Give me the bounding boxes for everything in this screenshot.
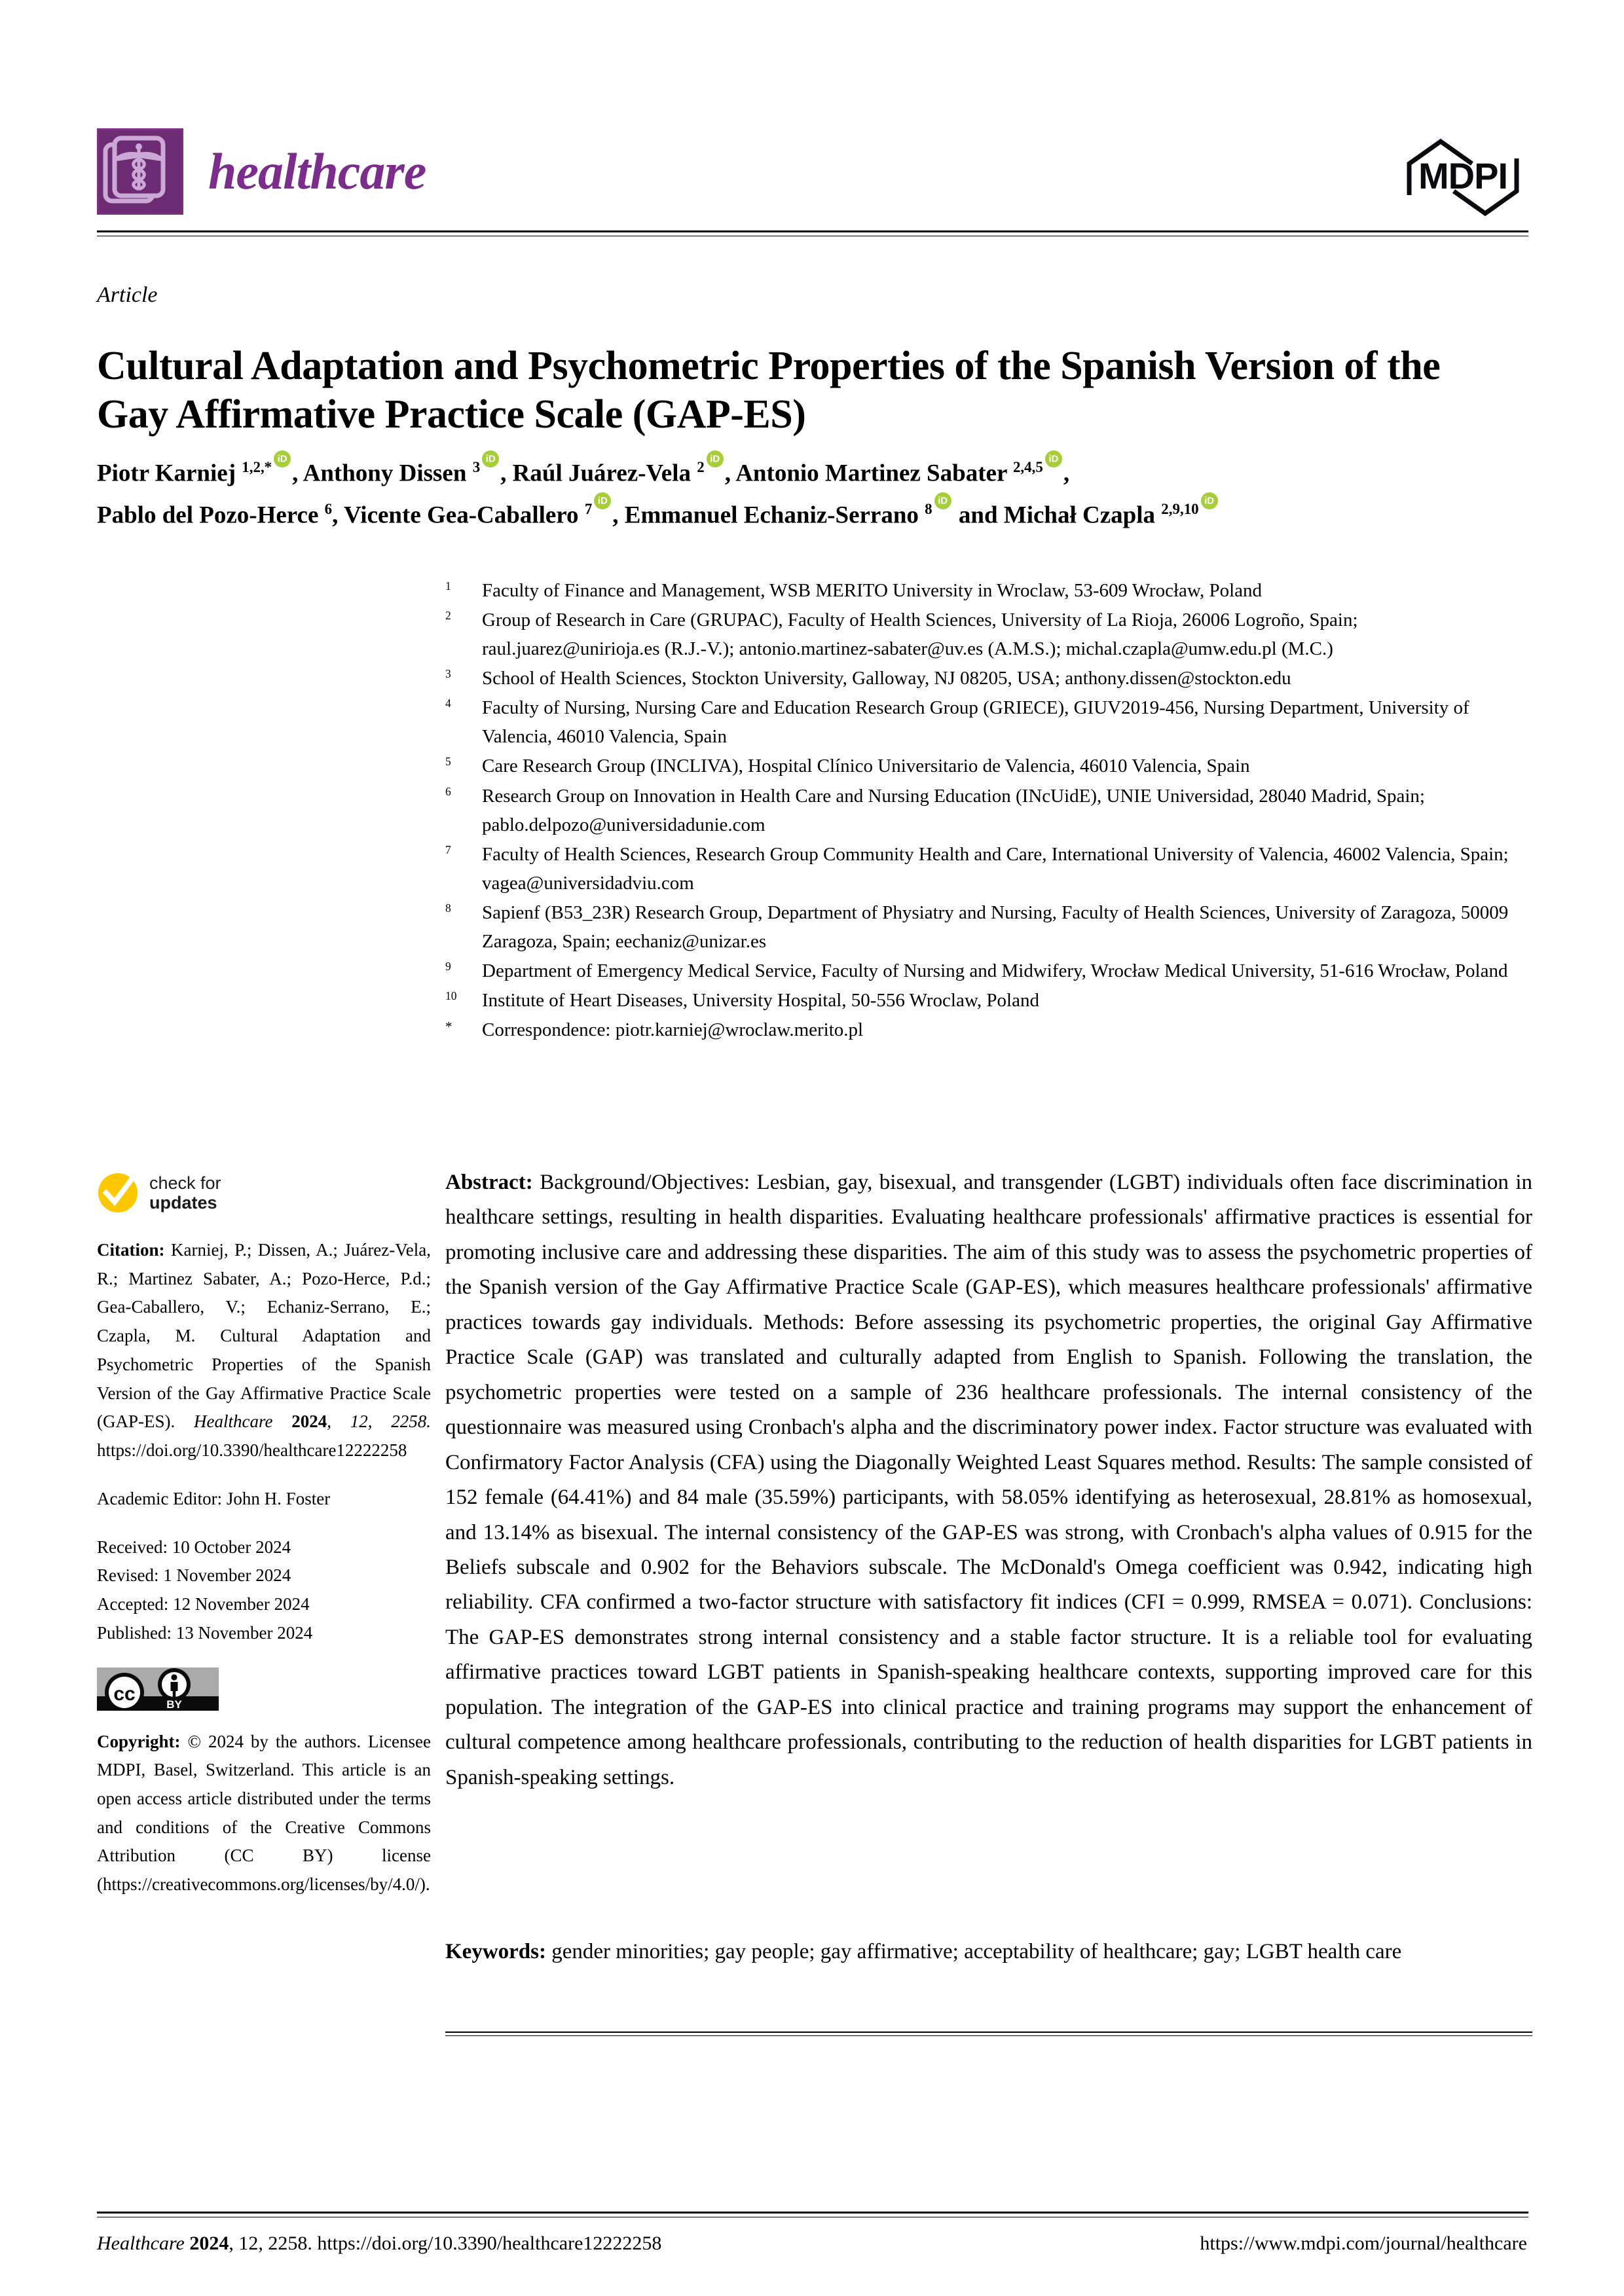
footer-citation (97, 2232, 661, 2255)
copyright-block (97, 1728, 431, 1899)
author-affiliation-marker: 3 (472, 459, 481, 476)
check-for-updates-text (149, 1173, 221, 1212)
affiliation-marker: 4 (445, 697, 451, 710)
citation-year: 2024 (272, 1412, 327, 1432)
affiliation-marker: 10 (445, 989, 457, 1003)
author-name: Raúl Juárez-Vela (512, 460, 697, 487)
affiliation-marker: 2 (445, 609, 451, 623)
orcid-icon[interactable] (1201, 492, 1218, 509)
affiliation-item (445, 752, 1532, 780)
orcid-icon[interactable] (482, 450, 499, 467)
abstract-label: Abstract: (445, 1171, 533, 1194)
affiliation-marker: 9 (445, 960, 451, 974)
keywords-section (445, 1935, 1532, 1969)
affiliation-text: Faculty of Nursing, Nursing Care and Education Research Group (GRIECE), GIUV2019-456, Nursing Department, University of Valencia, 46010 Valencia, Spain (482, 697, 1469, 748)
header-divider (97, 230, 1528, 236)
academic-editor: Academic Editor: John H. Foster (97, 1488, 331, 1508)
affiliation-text: Department of Emergency Medical Service, Faculty of Nursing and Midwifery, Wrocław Medical University, 51-616 Wrocław, Poland (482, 960, 1508, 982)
author-name: Pablo del Pozo-Herce (97, 501, 325, 529)
copyright-text: © 2024 by the authors. Licensee MDPI, Basel, Switzerland. This article is an open access article distributed under the terms and conditions of the Creative Commons Attribution (CC BY) license (https://creativecommons.org/licenses/by/4.0/). (97, 1731, 431, 1895)
cfu-line-2: updates (149, 1193, 217, 1212)
affiliation-marker: 6 (445, 784, 451, 798)
author-name: Antonio Martinez Sabater (735, 460, 1013, 487)
author-affiliation-marker: 1,2,* (242, 459, 272, 476)
citation-block (97, 1236, 431, 1465)
author-list (97, 450, 1505, 534)
citation-label: Citation: (97, 1240, 165, 1260)
cc-by-license-icon[interactable] (97, 1667, 219, 1711)
author-affiliation-marker: 6 (324, 500, 333, 517)
affiliation-text: Group of Research in Care (GRUPAC), Faculty of Health Sciences, University of La Rioja, 26006 Logroño, Spain; raul.juarez@unirioja.es (R.J.-V.); antonio.martinez-sabater@uv.es (A.M.S.); michal.czapla@umw.edu.pl (M.C.) (482, 610, 1358, 660)
citation-journal: Healthcare (194, 1412, 273, 1432)
page-title: Cultural Adaptation and Psychometric Properties of the Spanish Version of the Gay Affirmative Practice Scale (GAP-ES) (97, 343, 1441, 437)
author-affiliation-marker: 7 (584, 500, 593, 517)
author-affiliation-marker: 8 (925, 500, 932, 517)
mdpi-logo (1397, 132, 1528, 221)
affiliation-item (445, 840, 1532, 898)
published-date: Published: 13 November 2024 (97, 1622, 313, 1643)
affiliation-item (445, 986, 1532, 1015)
orcid-icon[interactable] (594, 492, 611, 509)
orcid-icon[interactable] (274, 450, 291, 467)
affiliation-item (445, 957, 1532, 985)
affiliation-text: Sapienf (B53_23R) Research Group, Department of Physiatry and Nursing, Faculty of Health Sciences, University of Zaragoza, 50009 Zaragoza, Spain; eechaniz@unizar.es (482, 902, 1509, 952)
footer-divider (97, 2212, 1528, 2217)
abstract-text: Background/Objectives: Lesbian, gay, bisexual, and transgender (LGBT) individuals often face discrimination in healthcare settings, resulting in health disparities. Evaluating healthcare professionals' affirmative practices is essential for promoting inclusive care and addressing these disparities. The aim of this study was to assess the psychometric properties of the Spanish version of the Gay Affirmative Practice Scale (GAP-ES), which measures healthcare professionals' affirmative practices towards gay individuals. Methods: Before assessing its psychometric properties, the original Gay Affirmative Practice Scale (GAP) was translated and culturally adapted from English to Spanish. Following the translation, the psychometric properties were tested on a sample of 236 healthcare professionals. The internal consistency of the questionnaire was measured using Cronbach's alpha and the discriminatory power index. Factor structure was evaluated with Confirmatory Factor Analysis (CFA) using the Diagonally Weighted Least Squares method. Results: The sample consisted of 152 female (64.41%) and 84 male (35.59%) participants, with 58.05% identifying as heterosexual, 28.81% as homosexual, and 13.14% as bisexual. The internal consistency of the GAP-ES was strong, with Cronbach's alpha values of 0.915 for the Beliefs subscale and 0.902 for the Behaviors subscale. The McDonald's Omega coefficient was 0.942, indicating high reliability. CFA confirmed a two-factor structure with satisfactory fit indices (CFI = 0.999, RMSEA = 0.071). Conclusions: The GAP-ES demonstrates strong internal consistency and a stable factor structure. It is a reliable tool for evaluating affirmative practices toward LGBT patients in Spanish-speaking healthcare contexts, supporting improved care for this population. The integration of the GAP-ES into clinical practice and training programs may support the enhancement of cultural competence among healthcare professionals, contributing to the reduction of health disparities for LGBT patients in Spanish-speaking settings. (445, 1171, 1532, 1789)
author-affiliation-marker: 2 (697, 459, 705, 476)
author-separator: , (292, 460, 303, 487)
affiliation-text: Correspondence: piotr.karniej@wroclaw.merito.pl (482, 1019, 864, 1041)
footer-journal-name: Healthcare (97, 2232, 185, 2254)
affiliation-marker: 8 (445, 901, 451, 915)
svg-text:MDPI: MDPI (1418, 155, 1507, 196)
author-separator: and (952, 501, 1004, 529)
svg-text:BY: BY (166, 1698, 182, 1711)
citation-authors: Karniej, P.; Dissen, A.; Juárez-Vela, R.; Martinez Sabater, A.; Pozo-Herce, P.d.; Gea-Caballero, V.; Echaniz-Serrano, E.; Czapla, M. Cultural Adaptation and Psychometric Properties of the Spanish Version of the Gay Affirmative Practice Scale (GAP-ES). (97, 1240, 431, 1432)
author-affiliation-marker: 2,9,10 (1161, 500, 1199, 517)
article-type-label: Article (97, 283, 158, 307)
affiliation-text: Research Group on Innovation in Health Care and Nursing Education (INcUidE), UNIE Universidad, 28040 Madrid, Spain; pablo.delpozo@universidadunie.com (482, 785, 1425, 835)
publication-dates (97, 1533, 431, 1648)
check-for-updates-badge[interactable] (97, 1172, 431, 1214)
abstract-section (445, 1165, 1532, 1795)
footer-year: 2024 (184, 2232, 229, 2254)
author-name: Vicente Gea-Caballero (343, 501, 585, 529)
keywords-label: Keywords: (445, 1940, 546, 1963)
orcid-icon[interactable] (707, 450, 724, 467)
keywords-text: gender minorities; gay people; gay affirmative; acceptability of healthcare; gay; LGBT health care (545, 1940, 1402, 1963)
author-name: Anthony Dissen (303, 460, 473, 487)
journal-name: healthcare (208, 143, 426, 200)
affiliation-list (445, 576, 1532, 1045)
accepted-date: Accepted: 12 November 2024 (97, 1594, 310, 1614)
caduceus-icon (97, 128, 183, 215)
affiliation-marker: 5 (445, 755, 451, 769)
revised-date: Revised: 1 November 2024 (97, 1565, 291, 1586)
author-separator: , (612, 501, 625, 529)
affiliation-item (445, 664, 1532, 693)
page-header (97, 128, 1528, 227)
affiliation-item (445, 1015, 1532, 1044)
affiliation-item (445, 782, 1532, 839)
svg-text:cc: cc (113, 1683, 136, 1705)
affiliation-item (445, 576, 1532, 605)
author-line-1 (97, 450, 1505, 492)
author-separator: , (724, 460, 736, 487)
author-name: Piotr Karniej (97, 460, 242, 487)
journal-logo (97, 128, 426, 215)
cfu-line-1: check for (149, 1173, 221, 1193)
affiliation-item (445, 606, 1532, 663)
footer-journal-url[interactable]: https://www.mdpi.com/journal/healthcare (1200, 2232, 1527, 2254)
affiliation-marker: 7 (445, 843, 451, 856)
footer-doi: , 12, 2258. https://doi.org/10.3390/healthcare12222258 (229, 2232, 662, 2254)
affiliation-text: Faculty of Finance and Management, WSB MERITO University in Wroclaw, 53-609 Wrocław, Poland (482, 580, 1263, 601)
affiliation-marker: 1 (445, 579, 451, 592)
affiliation-text: School of Health Sciences, Stockton University, Galloway, NJ 08205, USA; anthony.dissen@stockton.edu (482, 668, 1291, 689)
citation-volume-pages: , 12, 2258. (327, 1412, 432, 1432)
affiliation-text: Institute of Heart Diseases, University Hospital, 50-556 Wroclaw, Poland (482, 990, 1039, 1011)
orcid-icon[interactable] (934, 492, 951, 509)
affiliation-item (445, 898, 1532, 956)
metadata-sidebar (97, 1172, 431, 1919)
author-separator: , (1063, 460, 1070, 487)
author-name: Michał Czapla (1003, 501, 1162, 529)
copyright-label: Copyright: (97, 1731, 181, 1751)
orcid-icon[interactable] (1045, 450, 1062, 467)
affiliation-text: Care Research Group (INCLIVA), Hospital Clínico Universitario de Valencia, 46010 Valencia, Spain (482, 756, 1250, 777)
author-name: Emmanuel Echaniz-Serrano (624, 501, 925, 529)
author-affiliation-marker: 2,4,5 (1012, 459, 1043, 476)
affiliation-marker: 3 (445, 667, 451, 681)
author-separator: , (500, 460, 513, 487)
received-date: Received: 10 October 2024 (97, 1537, 291, 1557)
keywords-divider (445, 2032, 1532, 2036)
affiliation-text: Faculty of Health Sciences, Research Group Community Health and Care, International University of Valencia, 46002 Valencia, Spain; vagea@universidadviu.com (482, 843, 1509, 894)
citation-doi-link[interactable]: https://doi.org/10.3390/healthcare12222258 (97, 1440, 407, 1461)
affiliation-marker: * (445, 1019, 452, 1035)
author-separator: , (332, 501, 344, 529)
checkmark-icon (97, 1172, 139, 1214)
author-line-2 (97, 492, 1505, 534)
affiliation-item (445, 693, 1532, 751)
